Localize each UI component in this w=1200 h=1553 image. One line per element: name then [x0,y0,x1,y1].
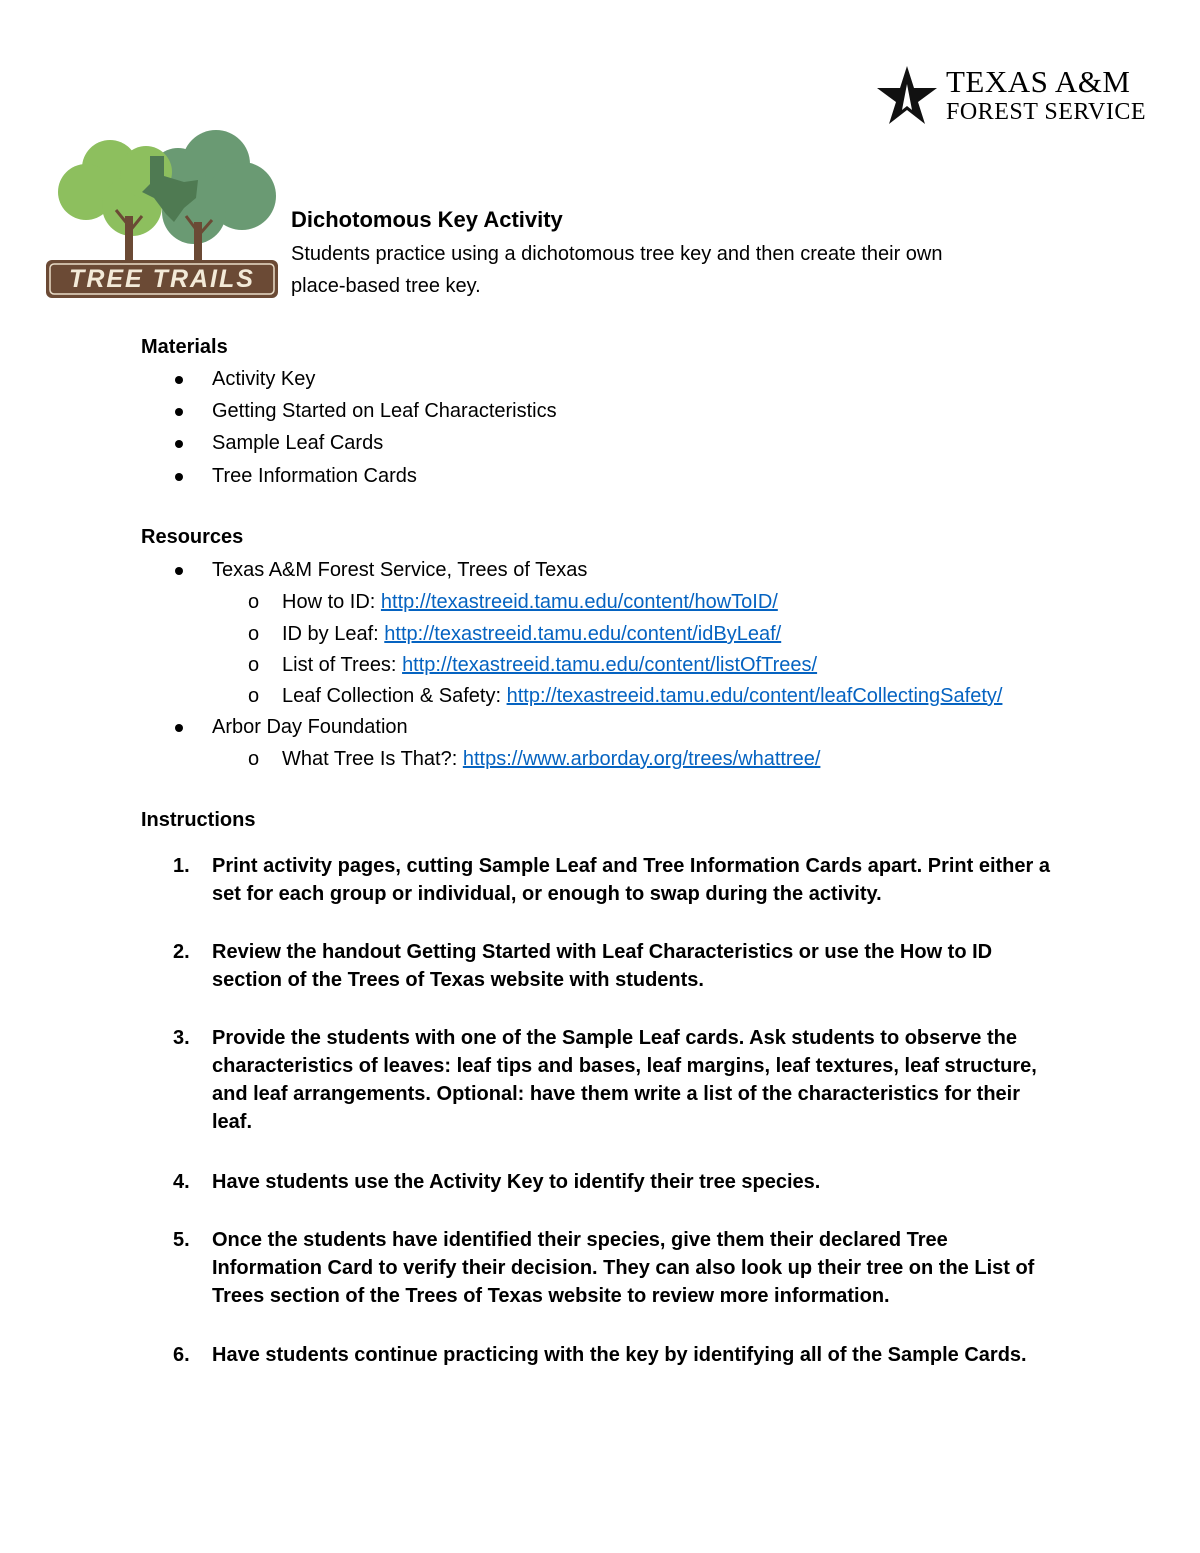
tree-trails-logo [46,126,282,302]
step-text [212,1341,1092,1369]
step-line: set for each group or individual, or enough to swap during the activity. [212,883,882,905]
step-number: 2. [173,941,190,963]
step-number: 1. [173,855,190,877]
resource-link-label: List of Trees: [282,654,403,676]
sub-bullet: o [248,654,260,676]
step-line: leaf. [212,1111,253,1133]
step-line: Print activity pages, cutting Sample Leaf and Tree Information Cards apart. Print either a [212,855,1050,877]
bullet [175,567,183,575]
resource-link-label: ID by Leaf: [282,623,385,645]
step-text [212,1168,1092,1196]
step-number: 6. [173,1344,190,1366]
step-number: 4. [173,1171,190,1193]
bullet [175,724,183,732]
step-text [212,938,1092,994]
resource-link-row [282,680,1002,712]
resource-link[interactable]: http://texastreeid.tamu.edu/content/leafCollectingSafety/ [506,685,1003,707]
step-text [212,852,1092,908]
resource-link-label: How to ID: [282,591,381,613]
step-line: Information Card to verify their decision. They can also look up their tree on the List of [212,1257,1035,1279]
bullet [175,440,183,448]
instructions-heading: Instructions [141,809,256,831]
resource-link-row [282,649,817,681]
step-number: 3. [173,1027,190,1049]
star-icon [876,66,938,126]
resource-group-name: Arbor Day Foundation [212,716,408,738]
step-line: Once the students have identified their species, give them their declared Tree [212,1229,948,1251]
resource-link-label: What Tree Is That?: [282,748,463,770]
step-line: Have students continue practicing with the key by identifying all of the Sample Cards. [212,1344,1027,1366]
list-item: Activity Key [212,368,316,390]
list-item: Getting Started on Leaf Characteristics [212,400,557,422]
sub-bullet: o [248,748,260,770]
resources-heading: Resources [141,526,244,548]
step-line: Provide the students with one of the Sample Leaf cards. Ask students to observe the [212,1027,1017,1049]
resource-group-name: Texas A&M Forest Service, Trees of Texas [212,559,588,581]
list-item: Tree Information Cards [212,465,417,487]
bullet [175,473,183,481]
step-line: Trees section of the Trees of Texas website to review more information. [212,1285,890,1307]
step-line: and leaf arrangements. Optional: have them write a list of the characteristics for their [212,1083,1020,1105]
texas-am-forest-service-logo [876,64,1147,128]
resource-link-row [282,743,820,775]
step-text [212,1226,1092,1310]
resource-link-row [282,618,781,650]
resource-link[interactable]: https://www.arborday.org/trees/whattree/ [462,748,821,770]
sub-bullet: o [248,685,260,707]
step-line: Have students use the Activity Key to identify their tree species. [212,1171,821,1193]
tree-trails-logo-text: TREE TRAILS [69,265,255,293]
agency-name-line2: FOREST SERVICE [946,99,1147,125]
agency-name-line1: TEXAS A&M [946,64,1131,99]
step-line: characteristics of leaves: leaf tips and bases, leaf margins, leaf textures, leaf structure, [212,1055,1037,1077]
resource-link[interactable]: http://texastreeid.tamu.edu/content/howToID/ [380,591,778,613]
list-item: Sample Leaf Cards [212,432,384,454]
activity-description-line2: place-based tree key. [291,275,481,297]
step-line: section of the Trees of Texas website with students. [212,969,704,991]
bullet [175,376,183,384]
resource-link[interactable]: http://texastreeid.tamu.edu/content/listOfTrees/ [402,654,818,676]
resource-link[interactable]: http://texastreeid.tamu.edu/content/idByLeaf/ [384,623,782,645]
activity-title: Dichotomous Key Activity [291,207,563,232]
step-line: Review the handout Getting Started with Leaf Characteristics or use the How to ID [212,941,993,963]
resource-link-label: Leaf Collection & Safety: [282,685,507,707]
sub-bullet: o [248,623,260,645]
resource-link-row [282,586,778,618]
step-text [212,1024,1092,1136]
materials-heading: Materials [141,336,228,358]
sub-bullet: o [248,591,260,613]
bullet [175,408,183,416]
activity-description-line1: Students practice using a dichotomous tree key and then create their own [291,243,943,265]
step-number: 5. [173,1229,190,1251]
